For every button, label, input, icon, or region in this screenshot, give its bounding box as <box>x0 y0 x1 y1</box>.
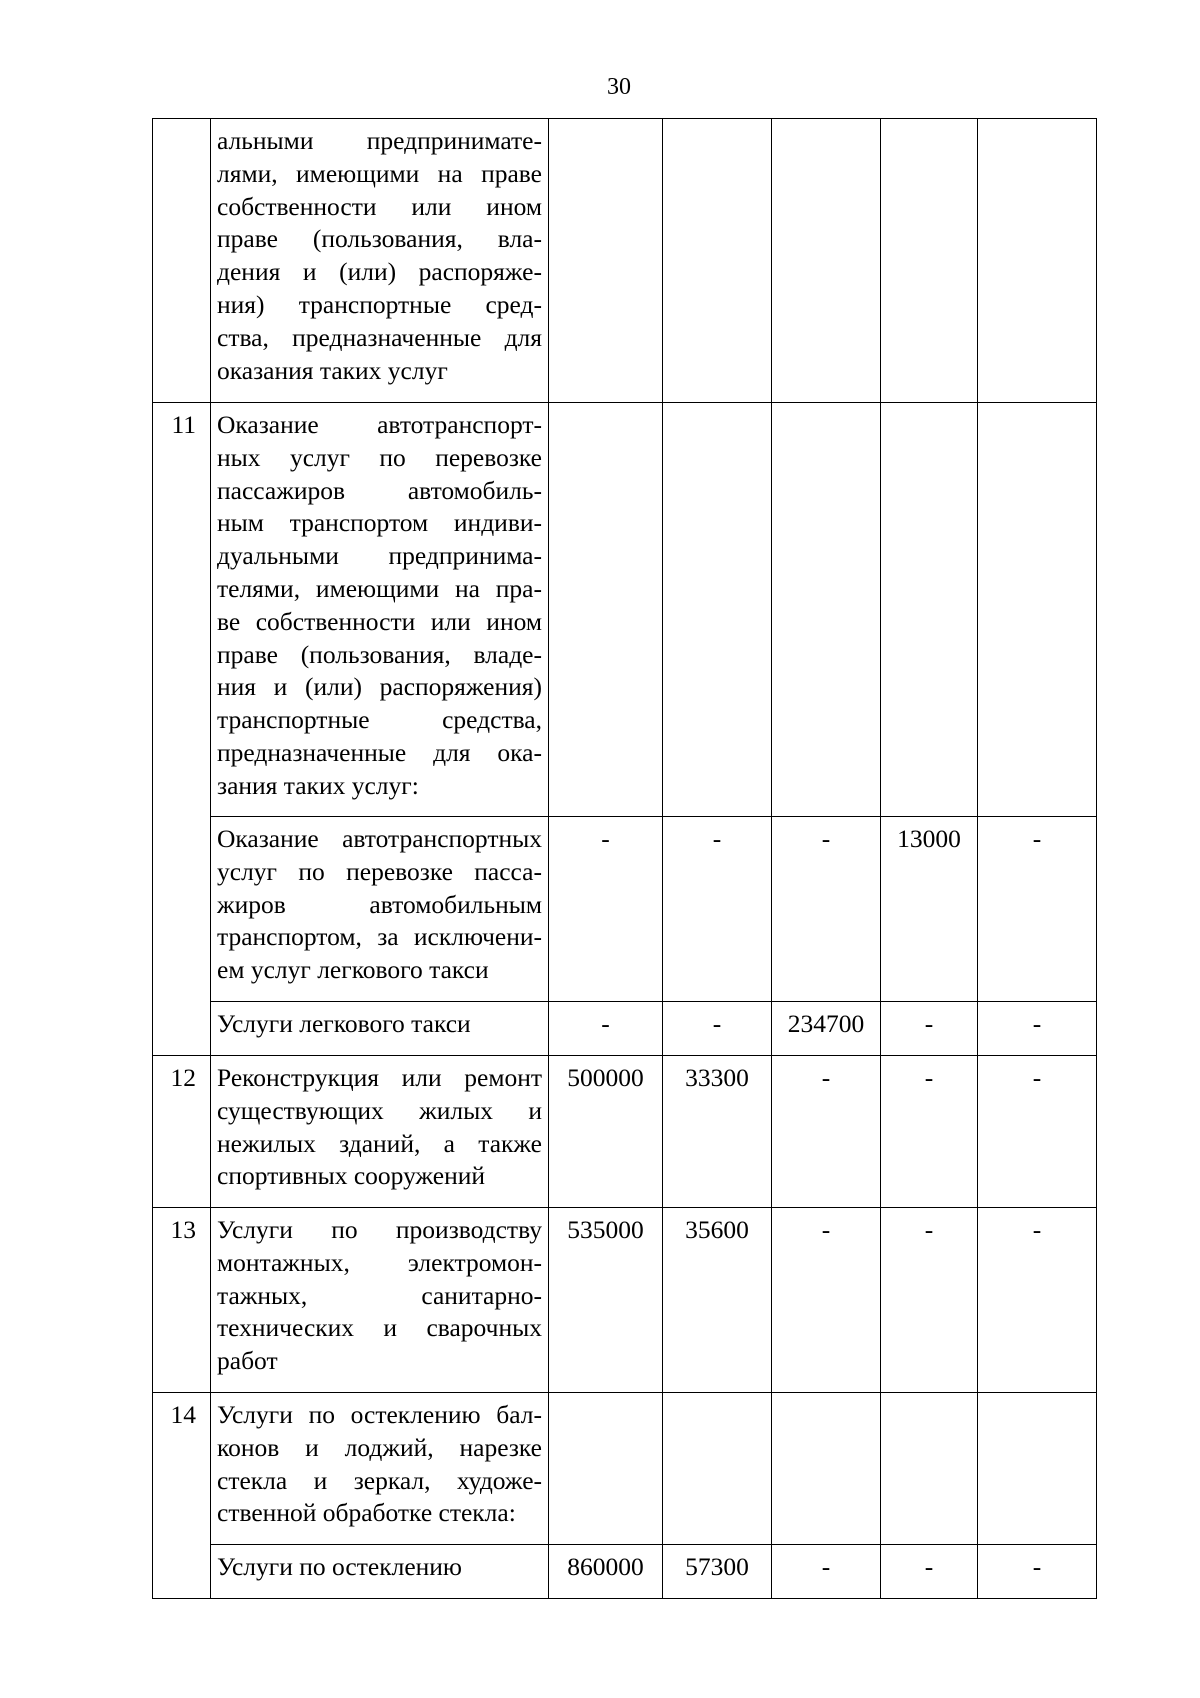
table-row <box>153 1393 1097 1545</box>
value-cell <box>663 119 772 403</box>
description-cell <box>211 1393 549 1545</box>
description-line: транспортом, за исключени- <box>217 922 542 952</box>
value-cell: 13000 <box>881 817 978 1002</box>
description-line: конов и лоджий, нарезке <box>217 1432 542 1462</box>
description-line: тажных, санитарно- <box>217 1280 542 1310</box>
value-cell: - <box>772 1208 881 1393</box>
description-line: пассажиров автомобиль- <box>217 475 542 505</box>
value-cell <box>663 403 772 817</box>
row-number-cell: 12 <box>153 1056 211 1208</box>
description-line: жиров автомобильным <box>217 889 542 919</box>
value-cell: - <box>978 1545 1097 1599</box>
value-cell: - <box>978 1002 1097 1056</box>
description-line: услуг по перевозке пасса- <box>217 856 542 886</box>
value-cell <box>978 119 1097 403</box>
table-row <box>153 1545 1097 1599</box>
description-line: дуальными предпринима- <box>217 541 542 571</box>
value-cell: 57300 <box>663 1545 772 1599</box>
description-line: существующих жилых и <box>217 1095 542 1125</box>
description-line: работ <box>217 1346 278 1376</box>
value-cell: - <box>881 1208 978 1393</box>
description-cell <box>211 119 549 403</box>
description-line: лями, имеющими на праве <box>217 158 542 188</box>
table-body <box>153 119 1097 1599</box>
row-number-cell: 13 <box>153 1208 211 1393</box>
value-cell: - <box>881 1545 978 1599</box>
description-line: предназначенные для ока- <box>217 737 542 767</box>
description-line: альными предпринимате- <box>217 126 542 155</box>
value-cell: 500000 <box>549 1056 663 1208</box>
value-cell: - <box>881 1002 978 1056</box>
description-line: ных услуг по перевозке <box>217 442 542 472</box>
description-line: Оказание автотранспорт- <box>217 410 542 439</box>
description-line: телями, имеющими на пра- <box>217 573 542 603</box>
row-number-cell <box>153 119 211 403</box>
value-cell <box>772 119 881 403</box>
description-cell <box>211 403 549 817</box>
description-line: ным транспортом индиви- <box>217 508 542 538</box>
table-row <box>153 1208 1097 1393</box>
description-line: транспортные средства, <box>217 705 542 735</box>
description-line: стекла и зеркал, художе- <box>217 1465 542 1495</box>
value-cell: 35600 <box>663 1208 772 1393</box>
value-cell <box>978 1393 1097 1545</box>
value-cell: - <box>978 1056 1097 1208</box>
description-line: ния и (или) распоряжения) <box>217 672 542 702</box>
tariff-table <box>152 118 1097 1599</box>
value-cell: 234700 <box>772 1002 881 1056</box>
value-cell <box>663 1393 772 1545</box>
value-cell: - <box>549 817 663 1002</box>
description-line: собственности или ином <box>217 191 542 221</box>
value-cell <box>772 1393 881 1545</box>
description-line: Оказание автотранспортных <box>217 824 542 853</box>
description-line: ния) транспортные сред- <box>217 289 542 319</box>
value-cell: 860000 <box>549 1545 663 1599</box>
description-line: монтажных, электромон- <box>217 1247 542 1277</box>
table-row <box>153 1002 1097 1056</box>
value-cell: - <box>772 1056 881 1208</box>
description-line: Услуги по производству <box>217 1215 542 1244</box>
value-cell <box>549 1393 663 1545</box>
table-row <box>153 1056 1097 1208</box>
value-cell <box>881 1393 978 1545</box>
value-cell: - <box>881 1056 978 1208</box>
value-cell: 33300 <box>663 1056 772 1208</box>
value-cell: - <box>772 817 881 1002</box>
description-line: ем услуг легкового такси <box>217 955 489 985</box>
value-cell <box>549 403 663 817</box>
value-cell: 535000 <box>549 1208 663 1393</box>
description-line: нежилых зданий, а также <box>217 1128 542 1158</box>
value-cell: - <box>978 817 1097 1002</box>
description-line: Услуги по остеклению <box>217 1552 462 1581</box>
value-cell <box>978 403 1097 817</box>
value-cell <box>549 119 663 403</box>
value-cell: - <box>663 817 772 1002</box>
description-line: технических и сварочных <box>217 1313 542 1343</box>
description-line: праве (пользования, владе- <box>217 639 542 669</box>
description-cell <box>211 1545 549 1599</box>
value-cell: - <box>772 1545 881 1599</box>
value-cell: - <box>663 1002 772 1056</box>
description-line: Услуги легкового такси <box>217 1009 471 1038</box>
description-line: ственной обработке стекла: <box>217 1498 516 1528</box>
row-number-cell: 14 <box>153 1393 211 1599</box>
description-line: Реконструкция или ремонт <box>217 1063 542 1092</box>
value-cell <box>881 403 978 817</box>
value-cell <box>772 403 881 817</box>
description-line: ве собственности или ином <box>217 606 542 636</box>
description-line: оказания таких услуг <box>217 355 448 385</box>
description-line: Услуги по остеклению бал- <box>217 1400 542 1429</box>
description-line: дения и (или) распоряже- <box>217 257 542 287</box>
table-row <box>153 119 1097 403</box>
description-line: спортивных сооружений <box>217 1161 486 1191</box>
description-line: зания таких услуг: <box>217 770 419 800</box>
table-row <box>153 403 1097 817</box>
page-number: 30 <box>607 74 631 100</box>
table-row <box>153 817 1097 1002</box>
value-cell: - <box>978 1208 1097 1393</box>
description-cell <box>211 817 549 1002</box>
value-cell: - <box>549 1002 663 1056</box>
description-cell <box>211 1056 549 1208</box>
description-cell <box>211 1002 549 1056</box>
description-line: праве (пользования, вла- <box>217 224 542 254</box>
description-cell <box>211 1208 549 1393</box>
description-line: ства, предназначенные для <box>217 322 542 352</box>
value-cell <box>881 119 978 403</box>
row-number-cell: 11 <box>153 403 211 1056</box>
